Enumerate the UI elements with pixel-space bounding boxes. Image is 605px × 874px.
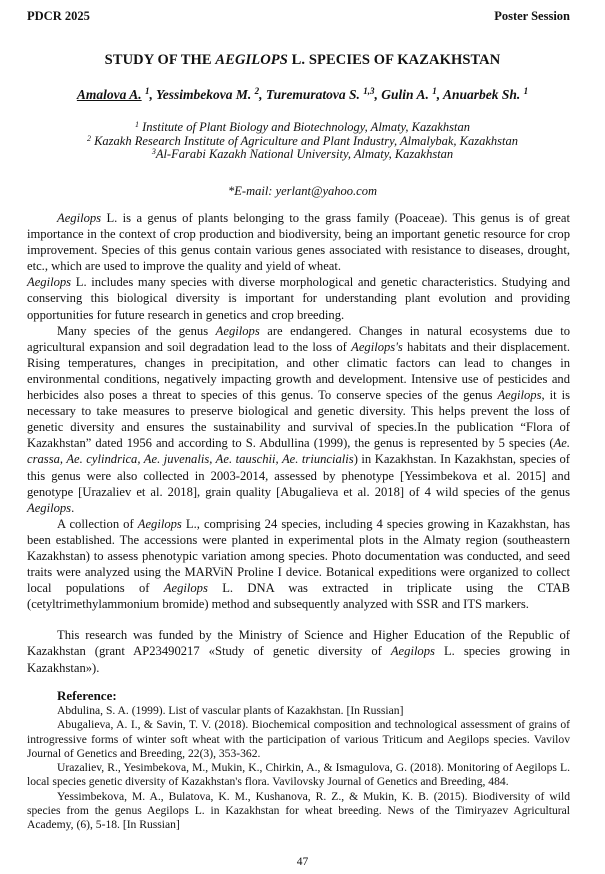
paper-title <box>0 52 605 69</box>
paragraph <box>27 210 570 274</box>
paragraph-text: . <box>71 500 75 515</box>
genus-italic: Aegilops <box>163 581 208 596</box>
author-name: Turemuratova S. <box>265 87 360 102</box>
contact-email: *E-mail: yerlant@yahoo.com <box>228 184 377 198</box>
affil-sup: 1 <box>135 120 139 129</box>
genus-italic: Aegilops <box>137 516 182 531</box>
title-post: L. SPECIES OF KAZAKHSTAN <box>287 52 501 68</box>
reference-item: Urazaliev, R., Yesimbekova, M., Mukin, K., Chirkin, A., & Ismagulova, G. (2018). Monitoring of Aegilops L. local species genetic diversity of Kazakhstan's flora. Vavilovsky Journal of Genetics and Breeding, 484. <box>27 761 570 789</box>
paragraph-text: A collection of <box>57 516 138 531</box>
genus-italic: Aegilops <box>215 323 260 338</box>
paragraph-text: habitats and their displacement. Rising temperatures, changes in precipitation, and other climatic factors can lead to changes in environmental conditions, negatively impacting growth and development. Intensive use of pesticides and herbicides also poses a threat to species of this genus. To conserve species of the genus <box>27 339 570 403</box>
affiliation-line <box>0 148 605 162</box>
paragraph-text: ) in Kazakhstan. In Kazakhstan, species of this genus were also collected in 2003-2014, assessed by phenotype [Yessimbekova et al. 2015] and genotype [Urazaliev et al. 2018], grain quality [Abugalieva et al. 2018] of 4 wild species of the genus <box>27 452 570 499</box>
paragraph-text: are endangered. Changes in natural ecosystems due to agricultural expansion and soil degradation lead to the loss of <box>27 323 571 354</box>
paragraph <box>27 274 570 322</box>
title-pre: STUDY OF THE <box>104 52 216 68</box>
reference-item: Abugalieva, A. I., & Savin, T. V. (2018). Biochemical composition and technological assessment of grains of introgressive forms of winter soft wheat with the participation of various Triticum and Aegilops species. Vavilov Journal of Genetics and Breeding, 22(3), 353-362. <box>27 718 570 760</box>
paragraph-text: , it is necessary to take measures to preserve biological and genetic diversity. This helps prevent the loss of genetic diversity and ensures the sustainability and survival of species.In the publication “Flora of Kazakhstan” dated 1956 and according to S. Abdullina (1999), the genus is represented by 5 species ( <box>27 388 570 451</box>
paragraph-text: This research was funded by the Ministry of Science and Higher Education of the Republic of Kazakhstan (grant AP23490217 «Study of genetic diversity of <box>27 628 570 659</box>
conference-label: PDCR 2025 <box>27 9 90 23</box>
title-genus: AEGILOPS <box>215 52 288 68</box>
paragraph-text: L. is a genus of plants belonging to the grass family (Poaceae). This genus is of great importance in the context of crop production and biodiversity, being an important genetic resource for crop improvement. Species of this genus contain various genes associated with resistance to diseases, drought, etc., which are used to improve the quality and yield of wheat. <box>27 211 570 274</box>
paragraph <box>27 516 570 613</box>
author-affil-sup: 1 <box>145 86 150 96</box>
affil-text: Institute of Plant Biology and Biotechnology, Almaty, Kazakhstan <box>142 120 470 134</box>
reference-item: Yessimbekova, M. A., Bulatova, K. M., Kushanova, R. Z., & Mukin, K. B. (2015). Biodiversity of wild species from the genus Aegilops L. in Kazakhstan for wheat breeding. News of the Timiryazev Agricultural Academy, (6), 5-18. [In Russian] <box>27 789 570 832</box>
author-name: Anuarbek Sh. <box>442 87 521 102</box>
page-number: 47 <box>296 856 309 868</box>
affil-text: Al-Farabi Kazakh National University, Almaty, Kazakhstan <box>155 147 454 161</box>
affil-sup: 2 <box>86 133 91 143</box>
author-name: Amalova A. <box>76 87 142 102</box>
author-affil-sup: 1,3 <box>363 86 375 96</box>
affiliation-line <box>0 121 605 135</box>
references-section <box>27 688 570 833</box>
paragraph-text: L. includes many species with diverse morphological and genetic characteristics. Studying and conserving this biological diversity is important for understanding plant evolution and providing opportunities for future research in genetics and crop breeding. <box>27 275 570 322</box>
paragraph-text: L. species growing in Kazakhstan»). <box>27 644 570 675</box>
paragraph-text: L. DNA was extracted in triplicate using the CTAB (cetyltrimethylammonium bromide) method and subsequently analyzed with SSR and ITS markers. <box>27 581 570 612</box>
paragraph-text: Many species of the genus <box>57 323 216 338</box>
genus-italic: Aegilops <box>497 388 542 403</box>
author-name: Gulin A. <box>381 87 429 102</box>
funding-paragraph <box>27 627 570 675</box>
genus-italic: Aegilops <box>57 211 102 225</box>
author-name: Yessimbekova M. <box>156 87 252 102</box>
species-list-italic: Ae. crassa, Ae. cylindrica, Ae. juvenalis, Ae. tauschii, Ae. triuncialis <box>27 436 570 467</box>
genus-italic: Aegilops <box>27 500 72 515</box>
session-label: Poster Session <box>494 9 570 23</box>
reference-item: Abdulina, S. A. (1999). List of vascular plants of Kazakhstan. [In Russian] <box>57 704 404 717</box>
affiliations <box>0 121 605 162</box>
author-affil-sup: 1 <box>523 86 529 96</box>
affil-sup: 3 <box>151 147 156 156</box>
genus-italic: Aegilops <box>390 644 435 659</box>
affil-text: Kazakh Research Institute of Agriculture and Plant Industry, Almalybak, Kazakhstan <box>94 133 519 148</box>
author-affil-sup: 1 <box>432 86 437 96</box>
genus-italic: Aegilops's <box>351 339 403 354</box>
author-list: Amalova A. $^1$, Yessimbekova M. $^2$, Turemuratova S. $^{1,3}$, Gulin A. $^1$, Anuarbek Sh. $^1$ <box>76 86 529 102</box>
paragraph-text: L., comprising 24 species, including 4 species growing in Kazakhstan, has been established. The accessions were planted in experimental plots in the Almaty region (southeastern Kazakhstan) to assess phenotypic variation among species. Photo documentation was conducted, and seed traits were analyzed using the MARViN Proline I device. Botanical expeditions were organized to collect local populations of <box>27 516 570 596</box>
references-heading: Reference: <box>57 688 117 703</box>
affiliation-line <box>0 135 605 149</box>
abstract-body <box>27 210 570 676</box>
genus-italic: Aegilops <box>27 275 72 290</box>
author-affil-sup: 2 <box>254 86 260 96</box>
paragraph <box>27 323 570 516</box>
